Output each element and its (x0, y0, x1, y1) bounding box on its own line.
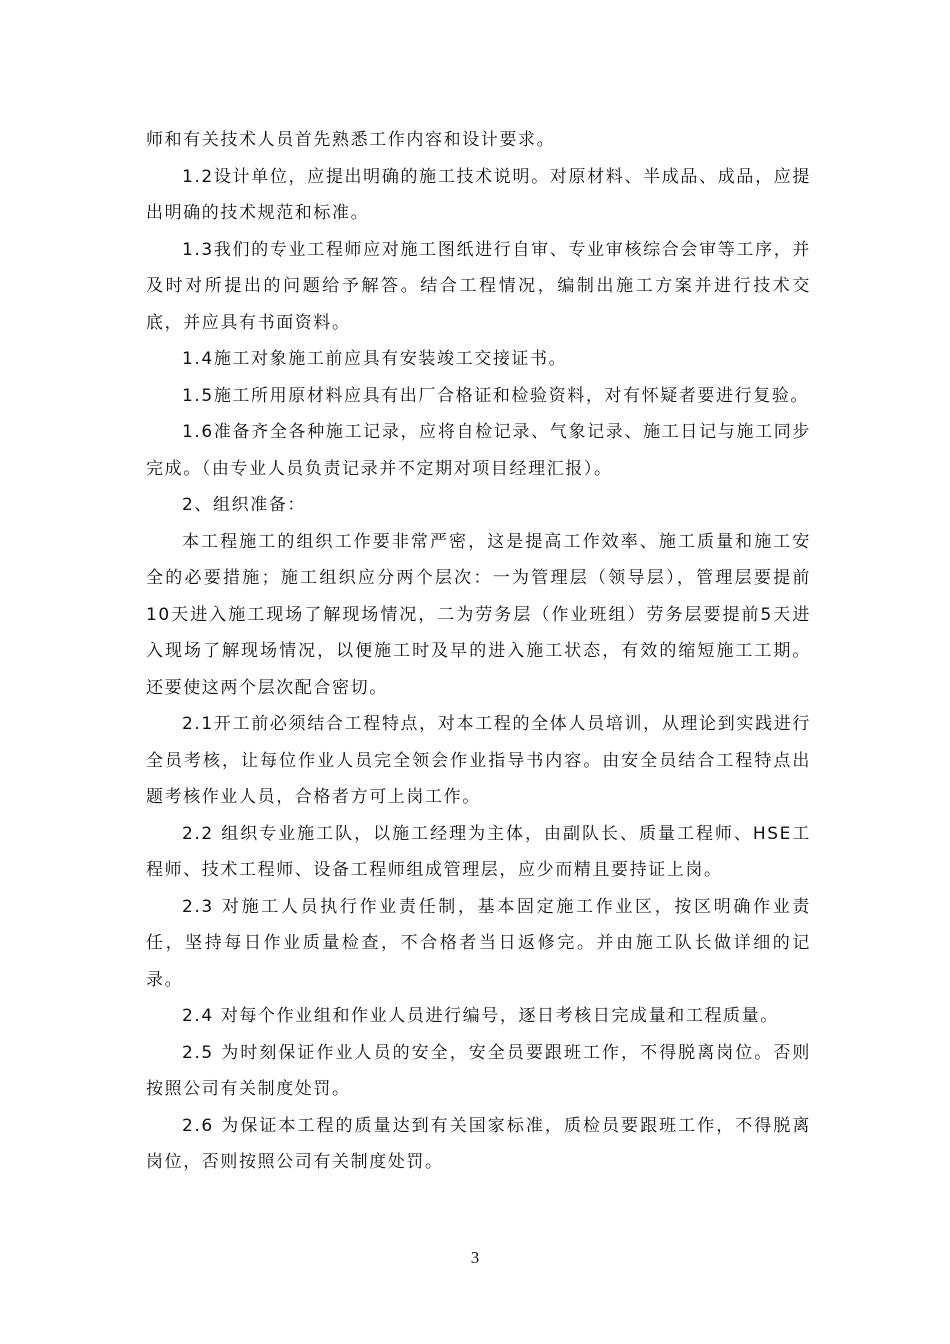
paragraph-2-5: 2.5 为时刻保证作业人员的安全，安全员要跟班工作，不得脱离岗位。否则按照公司有关制度处罚。 (146, 1042, 811, 1099)
page-number: 3 (470, 1248, 480, 1267)
paragraph-1-3: 1.3我们的专业工程师应对施工图纸进行自审、专业审核综合会审等工序，并及时对所提出的问题给予解答。结合工程情况，编制出施工方案并进行技术交底，并应具有书面资料。 (146, 239, 811, 333)
paragraph-2-2: 2.2 组织专业施工队，以施工经理为主体，由副队长、质量工程师、HSE工程师、技术工程师、设备工程师组成管理层，应少而精且要持证上岗。 (146, 823, 811, 880)
paragraph-organization-intro: 本工程施工的组织工作要非常严密，这是提高工作效率、施工质量和施工安全的必要措施；施工组织应分两个层次：一为管理层（领导层），管理层要提前10天进入施工现场了解现场情况，二为劳务层（作业班组）劳务层要提前5天进入现场了解现场情况，以便施工时及早的进入施工状态，有效的缩短施工工期。还要使这两个层次配合密切。 (146, 531, 811, 698)
paragraph-2-3: 2.3 对施工人员执行作业责任制，基本固定施工作业区，按区明确作业责任，坚持每日作业质量检查，不合格者当日返修完。并由施工队长做详细的记录。 (146, 896, 811, 990)
paragraph-2-6: 2.6 为保证本工程的质量达到有关国家标准，质检员要跟班工作，不得脱离岗位，否则按照公司有关制度处罚。 (146, 1115, 811, 1172)
paragraph-1-6: 1.6准备齐全各种施工记录，应将自检记录、气象记录、施工日记与施工同步完成。（由专业人员负责记录并不定期对项目经理汇报）。 (146, 422, 811, 479)
paragraph-1-4: 1.4施工对象施工前应具有安装竣工交接证书。 (182, 349, 568, 369)
section-heading-organization: 2、组织准备： (182, 495, 307, 515)
paragraph-1-2: 1.2设计单位，应提出明确的施工技术说明。对原材料、半成品、成品，应提出明确的技术规范和标准。 (146, 166, 811, 223)
paragraph-2-1: 2.1开工前必须结合工程特点，对本工程的全体人员培训，从理论到实践进行全员考核，让每位作业人员完全领会作业指导书内容。由安全员结合工程特点出题考核作业人员，合格者方可上岗工作。 (146, 714, 811, 807)
document-body (146, 122, 811, 1181)
paragraph-continuation: 师和有关技术人员首先熟悉工作内容和设计要求。 (146, 130, 556, 150)
paragraph-1-5: 1.5施工所用原材料应具有出厂合格证和检验资料，对有怀疑者要进行复验。 (182, 385, 810, 406)
paragraph-2-4: 2.4 对每个作业组和作业人员进行编号，逐日考核日完成量和工程质量。 (182, 1006, 779, 1026)
